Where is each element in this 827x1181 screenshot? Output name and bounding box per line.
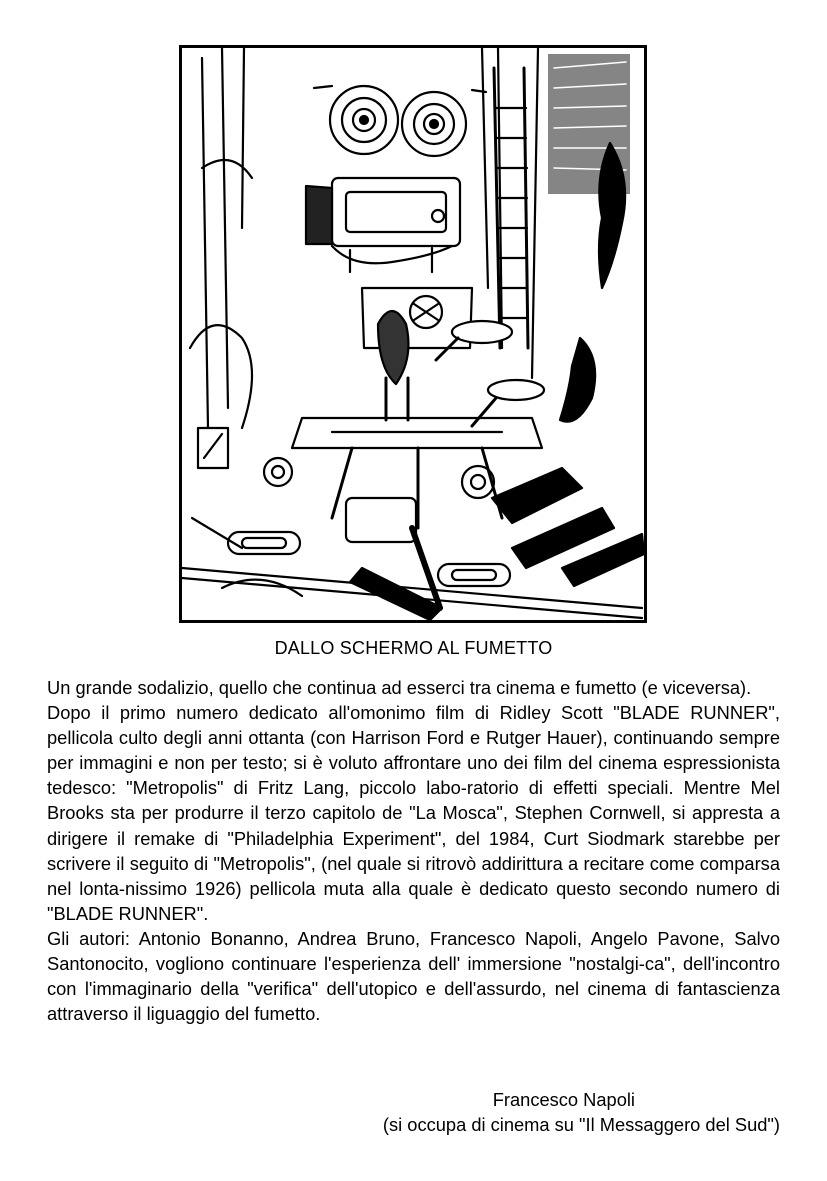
signature-role: (si occupa di cinema su "Il Messaggero del Sud") <box>382 1114 780 1135</box>
signature-name: Francesco Napoli <box>492 1089 635 1110</box>
film-camera-illustration <box>179 45 647 623</box>
article-title: DALLO SCHERMO AL FUMETTO <box>274 638 553 658</box>
article-body <box>47 675 780 1026</box>
paragraph-authors: Gli autori: Antonio Bonanno, Andrea Bruno, Francesco Napoli, Angelo Pavone, Salvo Santonocito, vogliono continuare l'esperienza dell' immersione "nostalgi-ca", dell'incontro con l'immaginario della "verifica" dell'utopico e dell'assurdo, nel cinema di fantascienza attraverso il liguaggio del fumetto. <box>47 927 780 1025</box>
paragraph-films: Dopo il primo numero dedicato all'omonimo film di Ridley Scott "BLADE RUNNER", pellicola culto degli anni ottanta (con Harrison Ford e Rutger Hauer), continuando sempre per immagini e non per testo; si è voluto affrontare uno dei film del cinema espressionista tedesco: "Metropolis" di Fritz Lang, piccolo labo-ratorio di effetti speciali. Mentre Mel Brooks sta per produrre il terzo capitolo de "La Mosca", Stephen Cornwell, si appresta a dirigere il remake di "Philadelphia Experiment", del 1984, Curt Siodmark starebbe per scrivere il seguito di "Metropolis", (nel quale si ritrovò addirittura a recitare come comparsa nel lonta-nissimo 1926) pellicola muta alla quale è dedicato questo secondo numero di "BLADE RUNNER". <box>47 702 780 924</box>
paragraph-intro: Un grande sodalizio, quello che continua ad esserci tra cinema e fumetto (e viceversa). <box>47 677 752 698</box>
